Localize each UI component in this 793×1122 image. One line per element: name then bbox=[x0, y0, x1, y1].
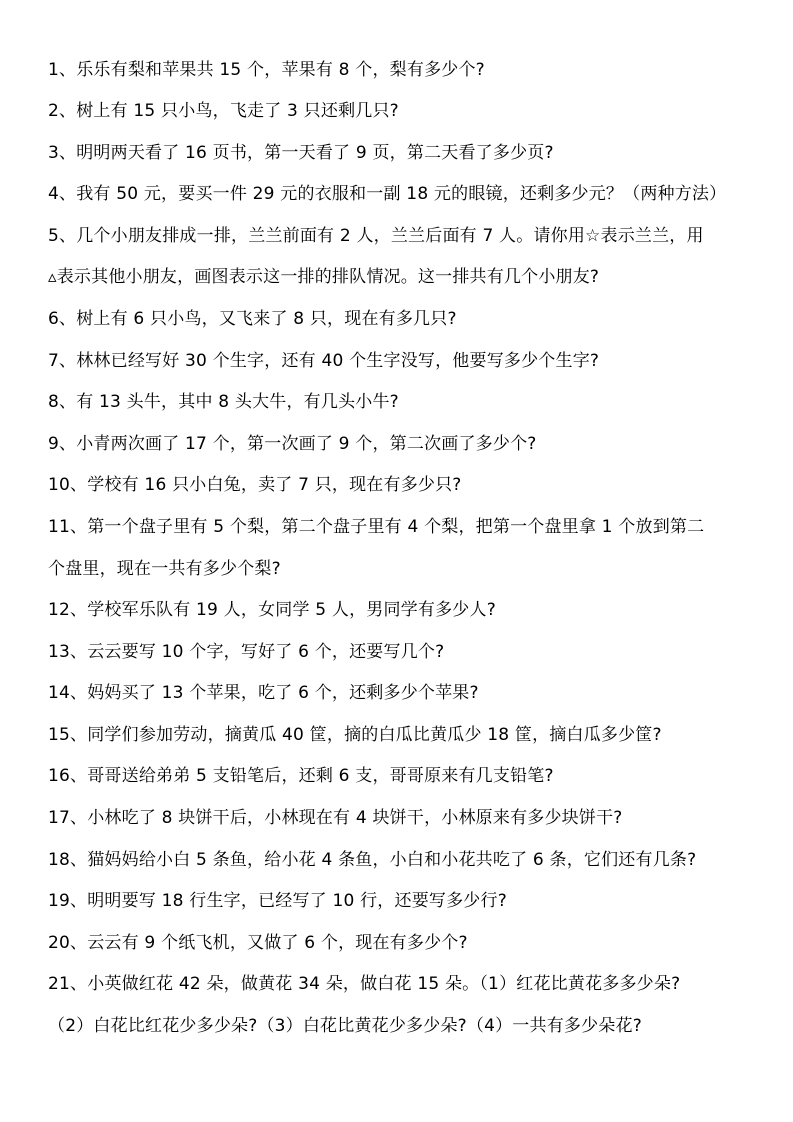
problem-7-line-1: 7、林林已经写好 30 个生字，还有 40 个生字没写，他要写多少个生字? bbox=[48, 351, 600, 371]
problem-12-line-1: 12、学校军乐队有 19 人，女同学 5 人，男同学有多少人? bbox=[48, 600, 496, 620]
problem-2-line-1: 2、树上有 15 只小鸟，飞走了 3 只还剩几只? bbox=[48, 101, 399, 121]
problem-6-line-1: 6、树上有 6 只小鸟，又飞来了 8 只，现在有多几只? bbox=[48, 309, 457, 329]
problem-15-line-1: 15、同学们参加劳动，摘黄瓜 40 筐，摘的白瓜比黄瓜少 18 筐，摘白瓜多少筐? bbox=[48, 725, 662, 745]
problem-17-line-1: 17、小林吃了 8 块饼干后，小林现在有 4 块饼干，小林原来有多少块饼干? bbox=[48, 808, 623, 828]
problem-1-line-1: 1、乐乐有梨和苹果共 15 个，苹果有 8 个，梨有多少个? bbox=[48, 60, 485, 80]
problem-5-line-1: 5、几个小朋友排成一排，兰兰前面有 2 人，兰兰后面有 7 人。请你用☆表示兰兰，用 bbox=[48, 226, 704, 246]
problem-11-line-2: 个盘里，现在一共有多少个梨? bbox=[48, 559, 281, 579]
problem-5-line-2: ▵表示其他小朋友，画图表示这一排的排队情况。这一排共有几个小朋友? bbox=[48, 267, 600, 287]
problem-20-line-1: 20、云云有 9 个纸飞机，又做了 6 个，现在有多少个? bbox=[48, 933, 468, 953]
problem-8-line-1: 8、有 13 头牛，其中 8 头大牛，有几头小牛? bbox=[48, 392, 399, 412]
problem-19-line-1: 19、明明要写 18 行生字，已经写了 10 行，还要写多少行? bbox=[48, 891, 507, 911]
problem-21-line-2: （2）白花比红花少多少朵?（3）白花比黄花少多少朵?（4）一共有多少朵花? bbox=[48, 1016, 642, 1036]
problem-13-line-1: 13、云云要写 10 个字，写好了 6 个，还要写几个? bbox=[48, 642, 445, 662]
problem-14-line-1: 14、妈妈买了 13 个苹果，吃了 6 个，还剩多少个苹果? bbox=[48, 683, 479, 703]
problem-11-line-1: 11、第一个盘子里有 5 个梨，第二个盘子里有 4 个梨，把第一个盘里拿 1 个放到第二 bbox=[48, 517, 705, 537]
problem-18-line-1: 18、猫妈妈给小白 5 条鱼，给小花 4 条鱼，小白和小花共吃了 6 条，它们还有几条? bbox=[48, 850, 697, 870]
problem-9-line-1: 9、小青两次画了 17 个，第一次画了 9 个，第二次画了多少个? bbox=[48, 434, 537, 454]
problem-10-line-1: 10、学校有 16 只小白兔，卖了 7 只，现在有多少只? bbox=[48, 475, 462, 495]
problem-4-line-1: 4、我有 50 元，要买一件 29 元的衣服和一副 18 元的眼镜，还剩多少元？（两种方法） bbox=[48, 184, 727, 204]
problem-3-line-1: 3、明明两天看了 16 页书，第一天看了 9 页，第二天看了多少页? bbox=[48, 143, 554, 163]
problem-16-line-1: 16、哥哥送给弟弟 5 支铅笔后，还剩 6 支，哥哥原来有几支铅笔? bbox=[48, 766, 554, 786]
problem-21-line-1: 21、小英做红花 42 朵，做黄花 34 朵，做白花 15 朵。（1）红花比黄花多多少朵? bbox=[48, 974, 681, 994]
